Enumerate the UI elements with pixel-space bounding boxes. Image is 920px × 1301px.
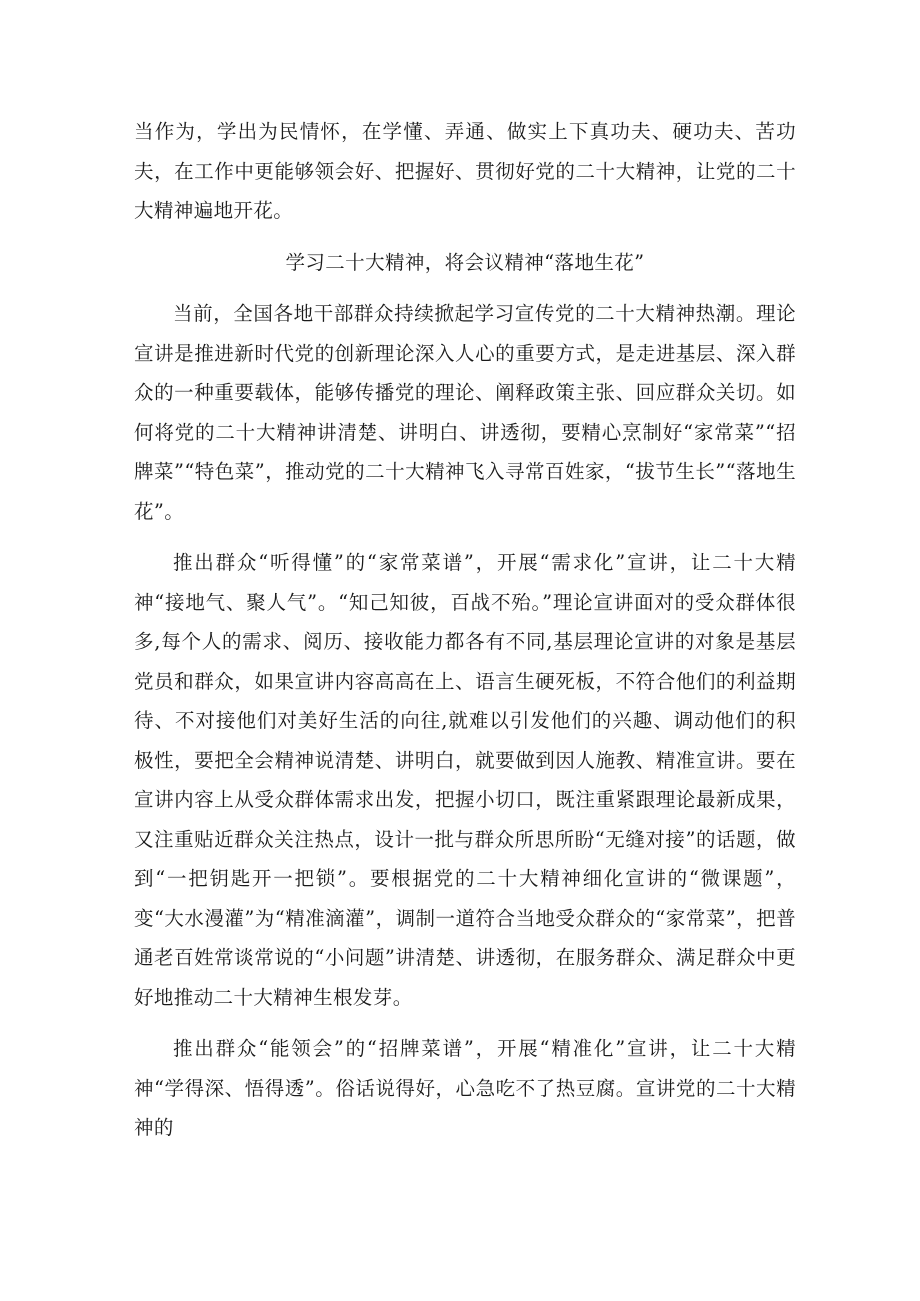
paragraph-3: 推出群众“能领会”的“招牌菜谱”，开展“精准化”宣讲，让二十大精神“学得深、悟得透”。俗话说得好，心急吃不了热豆腐。宣讲党的二十大精神的 [134,1037,796,1139]
paragraph-1: 当前，全国各地干部群众持续掀起学习宣传党的二十大精神热潮。理论宣讲是推进新时代党的创新理论深入人心的重要方式，是走进基层、深入群众的一种重要载体，能够传播党的理论、阐释政策主张、回应群众关切。如何将党的二十大精神讲清楚、讲明白、讲透彻，要精心烹制好“家常菜”“招牌菜”“特色菜”，推动党的二十大精神飞入寻常百姓家，“拔节生长”“落地生花”。 [134,302,796,523]
section-title: 学习二十大精神，将会议精神“落地生花” [285,250,645,274]
paragraph-spacer [134,531,796,543]
paragraph-continuation: 当作为，学出为民情怀，在学懂、弄通、做实上下真功夫、硬功夫、苦功夫，在工作中更能够领会好、把握好、贯彻好党的二十大精神，让党的二十大精神遍地开花。 [134,120,796,222]
paragraph-2: 推出群众“听得懂”的“家常菜谱”，开展“需求化”宣讲，让二十大精神“接地气、聚人气”。“知己知彼，百战不殆。”理论宣讲面对的受众群体很多,每个人的需求、阅历、接收能力都各有不同,基层理论宣讲的对象是基层党员和群众，如果宣讲内容高高在上、语言生硬死板，不符合他们的利益期待、不对接他们对美好生活的向往,就难以引发他们的兴趣、调动他们的积极性，要把全会精神说清楚、讲明白，就要做到因人施教、精准宣讲。要在宣讲内容上从受众群体需求出发，把握小切口，既注重紧跟理论最新成果，又注重贴近群众关注热点，设计一批与群众所思所盼“无缝对接”的话题，做到“一把钥匙开一把锁”。要根据党的二十大精神细化宣讲的“微课题”，变“大水漫灌”为“精准滴灌”，调制一道符合当地受众群众的“家常菜”，把普通老百姓常谈常说的“小问题”讲清楚、讲透彻，在服务群众、满足群众中更好地推动二十大精神生根发芽。 [134,551,796,1009]
paragraph-spacer [134,282,796,294]
document-page [134,112,796,1148]
paragraph-spacer [134,231,796,243]
paragraph-spacer [134,1017,796,1029]
